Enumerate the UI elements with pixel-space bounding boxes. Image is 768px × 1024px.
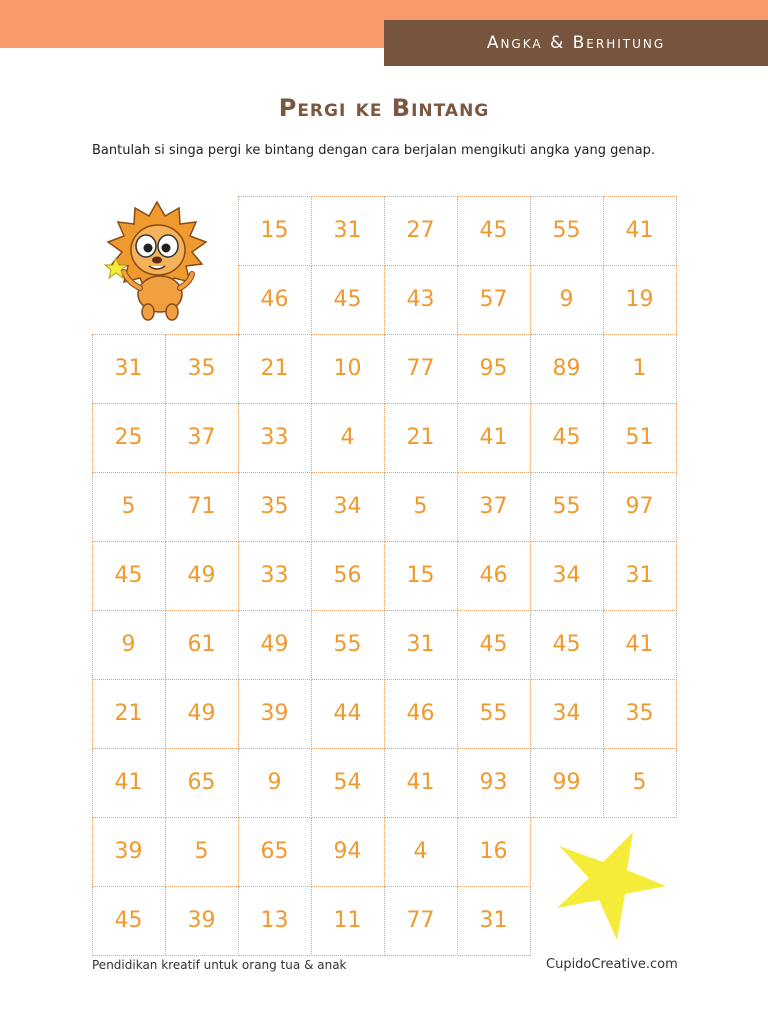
grid-cell[interactable]: 43 — [384, 265, 458, 335]
grid-cell[interactable]: 41 — [384, 748, 458, 818]
grid-cell[interactable]: 39 — [238, 679, 312, 749]
instructions-text: Bantulah si singa pergi ke bintang dengan cara berjalan mengikuti angka yang genap. — [92, 143, 655, 158]
grid-cell[interactable]: 35 — [603, 679, 677, 749]
grid-cell[interactable]: 13 — [238, 886, 312, 956]
grid-cell[interactable]: 65 — [165, 748, 239, 818]
grid-cell[interactable]: 77 — [384, 886, 458, 956]
grid-cell[interactable]: 9 — [238, 748, 312, 818]
grid-cell[interactable]: 41 — [603, 196, 677, 266]
grid-cell[interactable]: 55 — [530, 196, 604, 266]
grid-cell[interactable]: 35 — [165, 334, 239, 404]
grid-cell[interactable]: 45 — [92, 541, 166, 611]
grid-cell[interactable]: 21 — [238, 334, 312, 404]
grid-cell[interactable]: 89 — [530, 334, 604, 404]
grid-cell[interactable]: 97 — [603, 472, 677, 542]
grid-cell[interactable]: 10 — [311, 334, 385, 404]
grid-cell[interactable]: 46 — [238, 265, 312, 335]
grid-cell[interactable]: 93 — [457, 748, 531, 818]
grid-cell[interactable]: 45 — [457, 196, 531, 266]
grid-cell[interactable]: 45 — [530, 403, 604, 473]
grid-cell[interactable]: 37 — [165, 403, 239, 473]
grid-cell[interactable]: 4 — [384, 817, 458, 887]
grid-cell[interactable]: 61 — [165, 610, 239, 680]
grid-cell[interactable]: 16 — [457, 817, 531, 887]
grid-cell[interactable]: 45 — [530, 610, 604, 680]
grid-cell[interactable]: 21 — [92, 679, 166, 749]
grid-cell[interactable]: 31 — [384, 610, 458, 680]
grid-cell[interactable]: 1 — [603, 334, 677, 404]
grid-cell[interactable]: 15 — [238, 196, 312, 266]
grid-cell[interactable]: 11 — [311, 886, 385, 956]
grid-cell[interactable]: 34 — [530, 679, 604, 749]
grid-cell[interactable]: 31 — [603, 541, 677, 611]
grid-cell[interactable]: 51 — [603, 403, 677, 473]
page-title: Pergi ke Bintang — [278, 94, 490, 122]
grid-cell[interactable]: 44 — [311, 679, 385, 749]
grid-cell[interactable]: 5 — [603, 748, 677, 818]
footer-site[interactable]: CupidoCreative.com — [546, 957, 678, 972]
grid-cell[interactable]: 33 — [238, 541, 312, 611]
grid-cell[interactable]: 49 — [165, 541, 239, 611]
grid-cell[interactable]: 55 — [530, 472, 604, 542]
category-header — [384, 20, 768, 66]
footer-tagline: Pendidikan kreatif untuk orang tua & anak — [92, 958, 347, 972]
grid-cell[interactable]: 39 — [165, 886, 239, 956]
grid-cell[interactable]: 4 — [311, 403, 385, 473]
grid-cell[interactable]: 65 — [238, 817, 312, 887]
grid-cell[interactable]: 35 — [238, 472, 312, 542]
grid-cell[interactable]: 27 — [384, 196, 458, 266]
grid-cell[interactable]: 31 — [457, 886, 531, 956]
grid-cell[interactable]: 9 — [92, 610, 166, 680]
grid-cell[interactable]: 5 — [384, 472, 458, 542]
grid-cell[interactable]: 5 — [165, 817, 239, 887]
grid-cell[interactable]: 55 — [311, 610, 385, 680]
grid-cell[interactable]: 39 — [92, 817, 166, 887]
grid-cell[interactable]: 99 — [530, 748, 604, 818]
grid-cell[interactable]: 34 — [530, 541, 604, 611]
grid-cell[interactable]: 34 — [311, 472, 385, 542]
grid-cell[interactable]: 45 — [92, 886, 166, 956]
grid-cell[interactable]: 25 — [92, 403, 166, 473]
grid-cell[interactable]: 5 — [92, 472, 166, 542]
grid-cell[interactable]: 46 — [457, 541, 531, 611]
grid-cell[interactable]: 57 — [457, 265, 531, 335]
grid-cell[interactable]: 49 — [165, 679, 239, 749]
grid-cell[interactable]: 31 — [311, 196, 385, 266]
grid-cell[interactable]: 33 — [238, 403, 312, 473]
grid-cell[interactable]: 45 — [311, 265, 385, 335]
grid-cell[interactable]: 37 — [457, 472, 531, 542]
grid-cell[interactable]: 49 — [238, 610, 312, 680]
grid-cell[interactable]: 77 — [384, 334, 458, 404]
grid-cell[interactable]: 95 — [457, 334, 531, 404]
grid-cell[interactable]: 9 — [530, 265, 604, 335]
grid-cell[interactable]: 45 — [457, 610, 531, 680]
grid-cell[interactable]: 94 — [311, 817, 385, 887]
grid-cell[interactable]: 71 — [165, 472, 239, 542]
lion-icon — [102, 198, 212, 324]
grid-cell[interactable]: 19 — [603, 265, 677, 335]
grid-cell[interactable]: 15 — [384, 541, 458, 611]
category-label: Angka & Berhitung — [486, 33, 666, 53]
grid-cell[interactable]: 41 — [603, 610, 677, 680]
grid-cell[interactable]: 46 — [384, 679, 458, 749]
grid-cell[interactable]: 56 — [311, 541, 385, 611]
grid-cell[interactable]: 41 — [92, 748, 166, 818]
grid-cell[interactable]: 21 — [384, 403, 458, 473]
goal-star-icon — [553, 830, 668, 942]
grid-cell[interactable]: 31 — [92, 334, 166, 404]
grid-cell[interactable]: 55 — [457, 679, 531, 749]
grid-cell[interactable]: 54 — [311, 748, 385, 818]
grid-cell[interactable]: 41 — [457, 403, 531, 473]
